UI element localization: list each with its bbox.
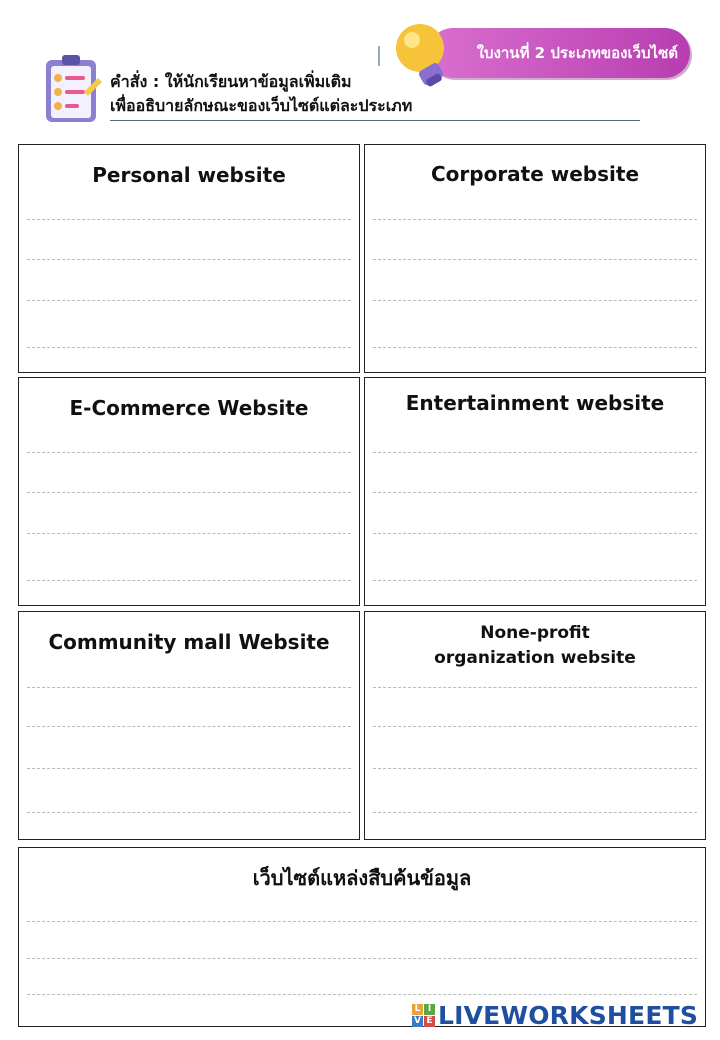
box-title: Personal website bbox=[92, 163, 286, 187]
answer-line[interactable] bbox=[373, 768, 697, 769]
answer-line[interactable] bbox=[27, 921, 697, 922]
liveworksheets-logo[interactable] bbox=[412, 1002, 698, 1028]
divider bbox=[378, 46, 380, 66]
logo-tile: E bbox=[424, 1016, 435, 1027]
answer-line[interactable] bbox=[373, 812, 697, 813]
answer-line[interactable] bbox=[27, 687, 351, 688]
box-title bbox=[365, 621, 705, 671]
answer-line[interactable] bbox=[373, 580, 697, 581]
answer-line[interactable] bbox=[27, 812, 351, 813]
answer-line[interactable] bbox=[27, 452, 351, 453]
logo-mark-icon bbox=[412, 1004, 435, 1027]
answer-line[interactable] bbox=[27, 347, 351, 348]
answer-line[interactable] bbox=[27, 768, 351, 769]
box-title: Corporate website bbox=[430, 162, 640, 186]
answer-box-ecommerce[interactable] bbox=[18, 377, 360, 606]
worksheet-title-badge bbox=[428, 28, 690, 78]
logo-tile: L bbox=[412, 1004, 423, 1015]
answer-line[interactable] bbox=[373, 533, 697, 534]
logo-text: LIVEWORKSHEETS bbox=[438, 1000, 699, 1030]
answer-line[interactable] bbox=[27, 994, 697, 995]
answer-line[interactable] bbox=[27, 492, 351, 493]
box-title: Community mall Website bbox=[48, 630, 330, 654]
answer-box-nonprofit[interactable] bbox=[364, 611, 706, 840]
worksheet-header bbox=[0, 0, 720, 135]
answer-line[interactable] bbox=[27, 726, 351, 727]
answer-line[interactable] bbox=[373, 687, 697, 688]
answer-line[interactable] bbox=[373, 492, 697, 493]
clipboard-icon bbox=[40, 52, 104, 126]
answer-line[interactable] bbox=[373, 259, 697, 260]
box-title: เว็บไซต์แหล่งสืบค้นข้อมูล bbox=[252, 866, 472, 890]
badge-label: ใบงานที่ 2 ประเภทของเว็บไซต์ bbox=[476, 44, 678, 62]
answer-line[interactable] bbox=[27, 958, 697, 959]
lightbulb-icon bbox=[392, 20, 454, 92]
answer-line[interactable] bbox=[373, 726, 697, 727]
box-title-line-2: organization website bbox=[434, 648, 636, 668]
box-title: Entertainment website bbox=[405, 391, 665, 415]
answer-line[interactable] bbox=[373, 347, 697, 348]
answer-line[interactable] bbox=[373, 219, 697, 220]
instruction-line-2: เพื่ออธิบายลักษณะของเว็บไซต์แต่ละประเภท bbox=[110, 96, 413, 115]
box-title: E-Commerce Website bbox=[69, 396, 309, 420]
answer-line[interactable] bbox=[27, 300, 351, 301]
answer-line[interactable] bbox=[27, 533, 351, 534]
answer-line[interactable] bbox=[27, 259, 351, 260]
instruction-line-1: คำสั่ง : ให้นักเรียนหาข้อมูลเพิ่มเติม bbox=[110, 72, 352, 91]
box-title-line-1: None-profit bbox=[480, 623, 590, 643]
answer-box-corporate[interactable] bbox=[364, 144, 706, 373]
answer-box-community[interactable] bbox=[18, 611, 360, 840]
logo-tile: V bbox=[412, 1016, 423, 1027]
header-underline bbox=[110, 120, 640, 121]
answer-line[interactable] bbox=[373, 452, 697, 453]
answer-line[interactable] bbox=[27, 580, 351, 581]
answer-box-personal[interactable] bbox=[18, 144, 360, 373]
answer-line[interactable] bbox=[27, 219, 351, 220]
answer-line[interactable] bbox=[373, 300, 697, 301]
answer-box-entertainment[interactable] bbox=[364, 377, 706, 606]
logo-tile: I bbox=[424, 1004, 435, 1015]
